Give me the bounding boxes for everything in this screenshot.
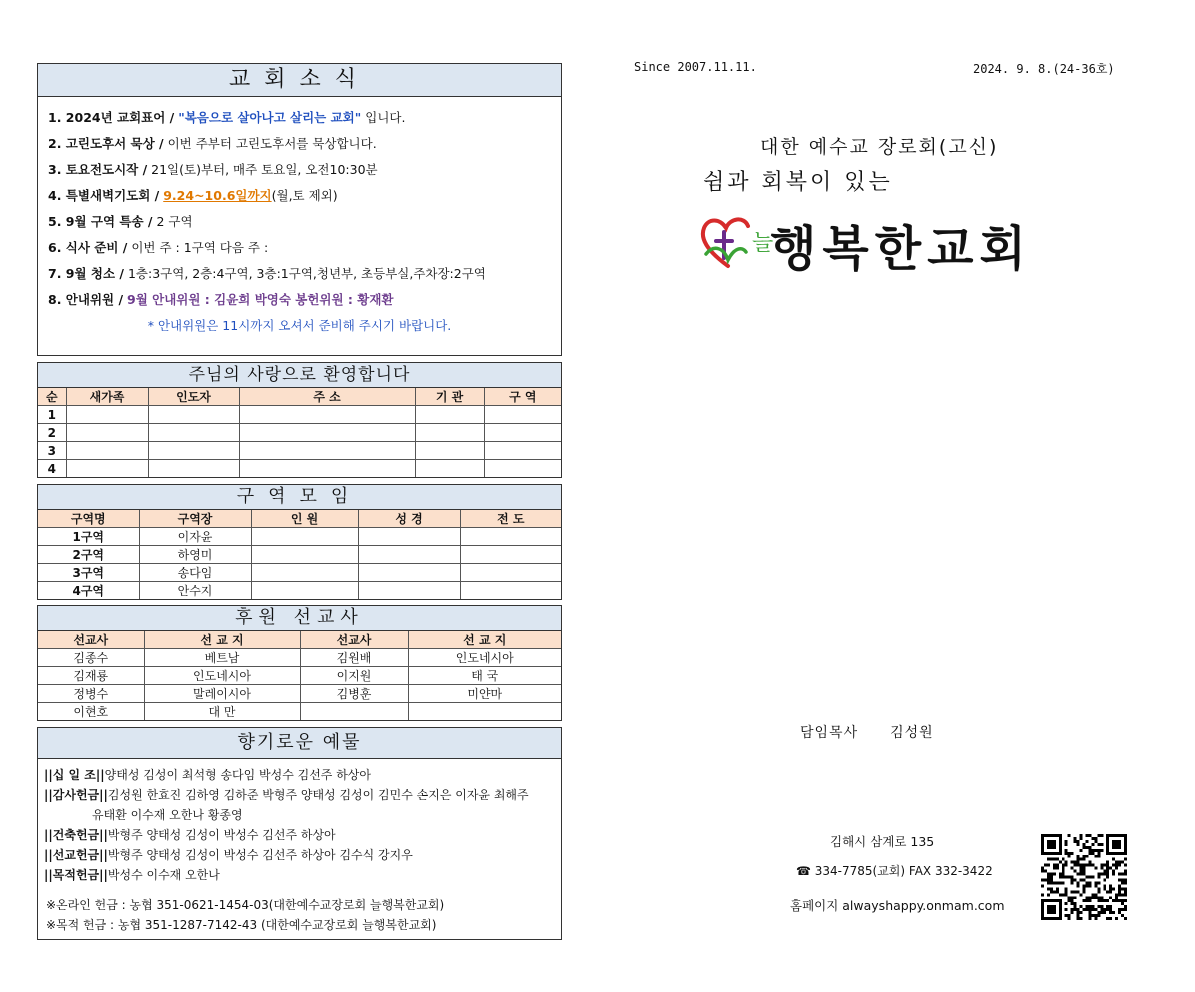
news-item-text: 입니다. — [361, 110, 406, 125]
table-row — [38, 582, 561, 600]
news-item-head: 2. 고린도후서 묵상 / — [48, 136, 164, 151]
missionary-name: 김병훈 — [300, 685, 408, 703]
offering-names-continued: 유태환 이수재 오한나 황종영 — [92, 808, 243, 822]
news-item — [48, 209, 561, 235]
empty-cell — [239, 442, 415, 460]
empty-cell — [484, 406, 561, 424]
empty-cell — [251, 528, 358, 546]
empty-cell — [358, 528, 460, 546]
empty-cell — [66, 460, 148, 478]
table-row — [38, 649, 561, 667]
district-title: 구역모임 — [38, 485, 561, 510]
empty-cell — [415, 460, 484, 478]
column-header: 선 교 지 — [144, 631, 300, 649]
mission-field: 태 국 — [408, 667, 561, 685]
mission-field: 말레이시아 — [144, 685, 300, 703]
empty-cell — [66, 406, 148, 424]
missionary-name: 이현호 — [38, 703, 144, 721]
news-item-head: 6. 식사 준비 / — [48, 240, 128, 255]
news-item-head: 5. 9월 구역 특송 / — [48, 214, 153, 229]
offering-names: 박형주 양태성 김성이 박성수 김선주 하상아 — [107, 828, 336, 842]
missionary-name: 이지원 — [300, 667, 408, 685]
church-logo-icon — [698, 214, 774, 272]
district-leader: 하영미 — [139, 546, 251, 564]
since-date: Since 2007.11.11. — [634, 60, 757, 74]
district-box — [37, 484, 562, 600]
news-item-head: 1. 2024년 교회표어 / — [48, 110, 175, 125]
mission-box — [37, 605, 562, 721]
offering-row — [38, 825, 561, 845]
mission-field: 베트남 — [144, 649, 300, 667]
table-row — [38, 546, 561, 564]
empty-cell — [66, 442, 148, 460]
slogan: 쉼과 회복이 있는 — [703, 170, 893, 195]
table-row — [38, 703, 561, 721]
district-name: 1구역 — [38, 528, 139, 546]
empty-cell — [415, 406, 484, 424]
empty-cell — [148, 424, 239, 442]
empty-cell — [251, 546, 358, 564]
welcome-table — [38, 388, 561, 477]
empty-cell — [239, 406, 415, 424]
logo-text: 늘 — [752, 231, 774, 256]
news-item — [48, 235, 561, 261]
news-box — [37, 63, 562, 356]
column-header: 선교사 — [300, 631, 408, 649]
row-number: 2 — [38, 424, 66, 442]
news-item — [48, 287, 561, 313]
news-item-text: "복음으로 살아나고 살리는 교회" — [178, 110, 362, 125]
row-number: 1 — [38, 406, 66, 424]
missionary-name: 김원배 — [300, 649, 408, 667]
column-header: 인 원 — [251, 510, 358, 528]
empty-cell — [460, 564, 561, 582]
column-header: 기 관 — [415, 388, 484, 406]
qr-code-icon[interactable] — [1041, 834, 1127, 920]
offering-names: 김성원 한효진 김하영 김하준 박형주 양태성 김성이 김민수 손지은 이자윤 최해주 — [107, 788, 529, 802]
offering-label: ||십 일 조|| — [44, 768, 105, 782]
empty-cell — [66, 424, 148, 442]
column-header: 순 — [38, 388, 66, 406]
empty-cell — [358, 582, 460, 600]
news-list — [38, 97, 561, 313]
news-item — [48, 157, 561, 183]
usher-note: * 안내위원은 11시까지 오셔서 준비해 주시기 바랍니다. — [147, 318, 452, 333]
news-item — [48, 183, 561, 209]
district-name: 3구역 — [38, 564, 139, 582]
table-row — [38, 685, 561, 703]
news-item — [48, 131, 561, 157]
news-item — [48, 261, 561, 287]
church-phone: ☎ 334-7785(교회) FAX 332-3422 — [796, 864, 993, 878]
district-table — [38, 510, 561, 599]
offering-box — [37, 727, 562, 940]
news-item-text: 9월 안내위원 : 김윤희 박영숙 봉헌위원 : 황재환 — [127, 292, 394, 307]
offering-label: ||선교헌금|| — [44, 848, 108, 862]
missionary-name: 김재룡 — [38, 667, 144, 685]
news-item-head: 4. 특별새벽기도회 / — [48, 188, 160, 203]
welcome-box — [37, 362, 562, 478]
purpose-offering-account: ※목적 헌금 : 농협 351-1287-7142-43 (대한예수교장로회 늘행복한교회) — [46, 918, 437, 932]
welcome-title: 주님의 사랑으로 환영합니다 — [38, 363, 561, 388]
news-item-text: 9.24~10.6일까지 — [163, 188, 272, 203]
empty-cell — [358, 546, 460, 564]
district-leader: 안수지 — [139, 582, 251, 600]
table-row — [38, 667, 561, 685]
district-name: 2구역 — [38, 546, 139, 564]
column-header: 선교사 — [38, 631, 144, 649]
empty-cell — [251, 582, 358, 600]
online-offering-account: ※온라인 헌금 : 농협 351-0621-1454-03(대한예수교장로회 늘행복한교회) — [46, 898, 445, 912]
empty-cell — [239, 460, 415, 478]
offering-row — [38, 865, 561, 885]
table-row — [38, 406, 561, 424]
church-name: 행복한교회 — [770, 223, 1032, 276]
offering-label: ||감사헌금|| — [44, 788, 108, 802]
empty-cell — [460, 528, 561, 546]
issue-date: 2024. 9. 8.(24-36호) — [973, 62, 1115, 76]
column-header: 전 도 — [460, 510, 561, 528]
news-item-text: 이번 주 : 1구역 다음 주 : — [127, 240, 269, 255]
church-homepage: 홈페이지 alwayshappy.onmam.com — [790, 898, 1005, 913]
news-item-text: 2 구역 — [152, 214, 193, 229]
mission-table — [38, 631, 561, 720]
empty-cell — [415, 442, 484, 460]
empty-cell — [148, 460, 239, 478]
empty-cell — [239, 424, 415, 442]
column-header: 성 경 — [358, 510, 460, 528]
missionary-name: 정병수 — [38, 685, 144, 703]
mission-field: 미얀마 — [408, 685, 561, 703]
empty-cell — [460, 582, 561, 600]
district-leader: 송다임 — [139, 564, 251, 582]
pastor — [800, 722, 934, 742]
news-item-text: (월,토 제외) — [271, 188, 338, 203]
table-row — [38, 564, 561, 582]
district-name: 4구역 — [38, 582, 139, 600]
column-header: 인도자 — [148, 388, 239, 406]
row-number: 3 — [38, 442, 66, 460]
empty-cell — [148, 442, 239, 460]
table-row — [38, 460, 561, 478]
offering-label: ||목적헌금|| — [44, 868, 108, 882]
offering-row — [38, 765, 561, 785]
news-title: 교회소식 — [38, 64, 561, 97]
mission-field: 대 만 — [144, 703, 300, 721]
offering-names: 양태성 김성이 최석형 송다임 박성수 김선주 하상아 — [104, 768, 371, 782]
column-header: 선 교 지 — [408, 631, 561, 649]
empty-cell — [251, 564, 358, 582]
offering-row — [38, 845, 561, 865]
empty-cell — [148, 406, 239, 424]
pastor-name: 김성원 — [890, 725, 934, 741]
news-item-head: 8. 안내위원 / — [48, 292, 124, 307]
empty-cell — [358, 564, 460, 582]
column-header: 주 소 — [239, 388, 415, 406]
offering-names: 박성수 이수재 오한나 — [107, 868, 220, 882]
missionary-name: 김종수 — [38, 649, 144, 667]
column-header: 구역장 — [139, 510, 251, 528]
empty-cell — [484, 460, 561, 478]
empty-cell — [484, 442, 561, 460]
offering-names: 박형주 양태성 김성이 박성수 김선주 하상아 김수식 강지우 — [107, 848, 413, 862]
news-item-text: 21일(토)부터, 매주 토요일, 오전10:30분 — [147, 162, 378, 177]
news-item-head: 7. 9월 청소 / — [48, 266, 124, 281]
denomination: 대한 예수교 장로회(고신) — [760, 136, 999, 158]
column-header: 구역명 — [38, 510, 139, 528]
row-number: 4 — [38, 460, 66, 478]
empty-cell — [415, 424, 484, 442]
offering-label: ||건축헌금|| — [44, 828, 108, 842]
table-row — [38, 424, 561, 442]
column-header: 구 역 — [484, 388, 561, 406]
table-row — [38, 528, 561, 546]
offering-row — [38, 785, 561, 805]
offering-title: 향기로운 예물 — [38, 728, 561, 759]
district-leader: 이자윤 — [139, 528, 251, 546]
empty-cell — [460, 546, 561, 564]
table-row — [38, 442, 561, 460]
empty-cell — [484, 424, 561, 442]
missionary-name — [300, 703, 408, 721]
mission-field — [408, 703, 561, 721]
mission-title: 후원 선교사 — [38, 606, 561, 631]
mission-field: 인도네시아 — [408, 649, 561, 667]
news-item — [48, 105, 561, 131]
column-header: 새가족 — [66, 388, 148, 406]
news-item-head: 3. 토요전도시작 / — [48, 162, 148, 177]
offering-list — [38, 759, 561, 885]
church-address: 김해시 삼계로 135 — [830, 834, 935, 849]
pastor-title: 담임목사 — [800, 725, 859, 741]
news-item-text: 1층:3구역, 2층:4구역, 3층:1구역,청년부, 초등부실,주차장:2구역 — [124, 266, 486, 281]
news-item-text: 이번 주부터 고린도후서를 묵상합니다. — [163, 136, 377, 151]
mission-field: 인도네시아 — [144, 667, 300, 685]
